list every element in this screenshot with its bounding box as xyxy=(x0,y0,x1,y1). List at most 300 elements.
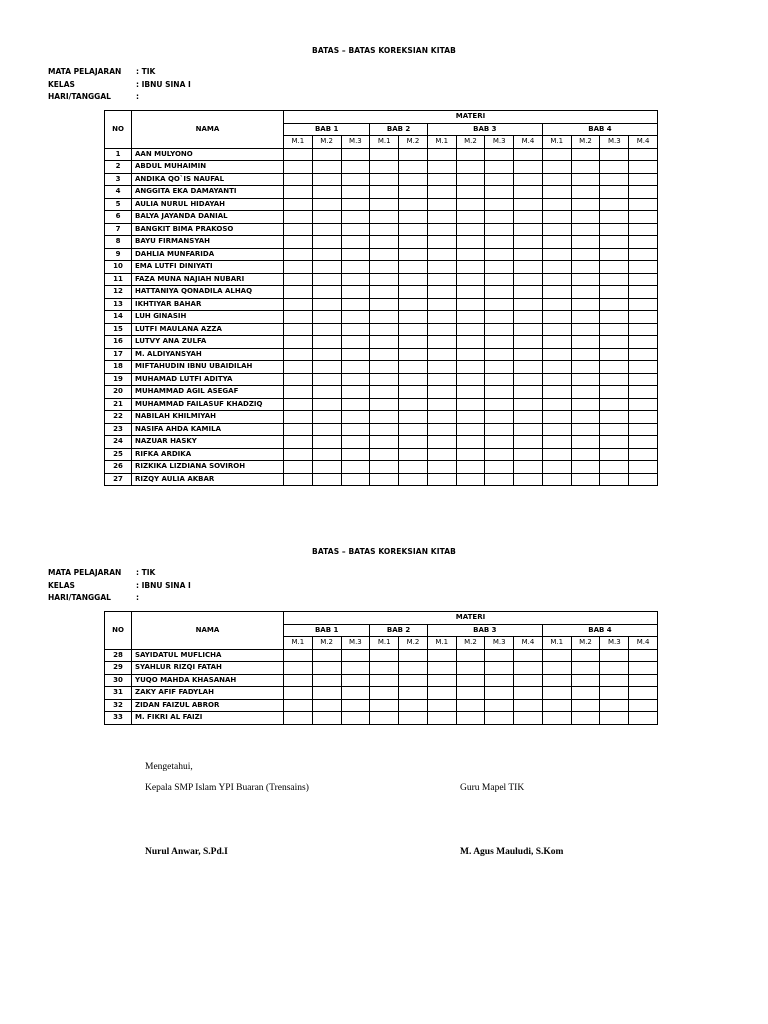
table-row xyxy=(105,461,658,474)
mark-cell xyxy=(600,248,629,261)
mark-cell xyxy=(312,674,341,687)
mark-cell xyxy=(399,248,428,261)
mark-cell xyxy=(514,323,543,336)
teacher-title: Guru Mapel TIK xyxy=(460,783,525,793)
mark-cell xyxy=(485,398,514,411)
mark-cell xyxy=(600,674,629,687)
mark-cell xyxy=(456,223,485,236)
student-number: 8 xyxy=(105,236,132,249)
mark-cell xyxy=(341,161,370,174)
mark-cell xyxy=(399,361,428,374)
header-materi-item: M.1 xyxy=(542,136,571,149)
mark-cell xyxy=(600,411,629,424)
subject-label: MATA PELAJARAN xyxy=(48,568,122,577)
mark-cell xyxy=(427,186,456,199)
student-name: ZIDAN FAIZUL ABROR xyxy=(132,699,284,712)
student-number: 17 xyxy=(105,348,132,361)
mark-cell xyxy=(456,674,485,687)
student-number: 11 xyxy=(105,273,132,286)
mark-cell xyxy=(312,687,341,700)
mark-cell xyxy=(427,336,456,349)
mark-cell xyxy=(284,436,313,449)
mark-cell xyxy=(399,662,428,675)
mark-cell xyxy=(427,273,456,286)
mark-cell xyxy=(312,273,341,286)
mark-cell xyxy=(456,461,485,474)
mark-cell xyxy=(312,336,341,349)
header-materi-item: M.4 xyxy=(514,637,543,650)
mark-cell xyxy=(571,298,600,311)
mark-cell xyxy=(427,173,456,186)
mark-cell xyxy=(399,461,428,474)
mark-cell xyxy=(629,348,658,361)
mark-cell xyxy=(370,398,399,411)
date-value: : xyxy=(136,593,139,602)
mark-cell xyxy=(542,311,571,324)
mark-cell xyxy=(629,436,658,449)
table-row xyxy=(105,712,658,725)
mark-cell xyxy=(284,261,313,274)
header-materi-item: M.2 xyxy=(399,637,428,650)
mark-cell xyxy=(312,436,341,449)
mark-cell xyxy=(284,336,313,349)
mark-cell xyxy=(571,223,600,236)
mark-cell xyxy=(427,311,456,324)
mark-cell xyxy=(284,674,313,687)
header-materi-item: M.2 xyxy=(456,637,485,650)
mark-cell xyxy=(312,411,341,424)
mark-cell xyxy=(456,473,485,486)
mark-cell xyxy=(456,311,485,324)
class-label: KELAS xyxy=(48,79,75,89)
mark-cell xyxy=(514,473,543,486)
mark-cell xyxy=(399,423,428,436)
student-number: 27 xyxy=(105,473,132,486)
mark-cell xyxy=(284,461,313,474)
mark-cell xyxy=(485,699,514,712)
table-row xyxy=(105,186,658,199)
student-number: 4 xyxy=(105,186,132,199)
mark-cell xyxy=(312,386,341,399)
table-row xyxy=(105,361,658,374)
mark-cell xyxy=(312,361,341,374)
mark-cell xyxy=(542,411,571,424)
mark-cell xyxy=(514,436,543,449)
mark-cell xyxy=(514,148,543,161)
mark-cell xyxy=(542,461,571,474)
mark-cell xyxy=(370,273,399,286)
mark-cell xyxy=(600,687,629,700)
mark-cell xyxy=(341,423,370,436)
mark-cell xyxy=(514,273,543,286)
mark-cell xyxy=(600,348,629,361)
mark-cell xyxy=(427,699,456,712)
mark-cell xyxy=(456,186,485,199)
mark-cell xyxy=(600,699,629,712)
mark-cell xyxy=(629,286,658,299)
mark-cell xyxy=(485,286,514,299)
mark-cell xyxy=(571,436,600,449)
mark-cell xyxy=(456,211,485,224)
mark-cell xyxy=(284,411,313,424)
header-materi-item: M.2 xyxy=(312,136,341,149)
header-materi: MATERI xyxy=(284,111,658,124)
mark-cell xyxy=(427,398,456,411)
mark-cell xyxy=(542,186,571,199)
mark-cell xyxy=(312,712,341,725)
mark-cell xyxy=(284,298,313,311)
mark-cell xyxy=(571,373,600,386)
mark-cell xyxy=(629,398,658,411)
mark-cell xyxy=(485,662,514,675)
mark-cell xyxy=(514,161,543,174)
student-name: M. FIKRI AL FAIZI xyxy=(132,712,284,725)
table-row xyxy=(105,311,658,324)
mark-cell xyxy=(485,211,514,224)
student-number: 3 xyxy=(105,173,132,186)
mark-cell xyxy=(485,236,514,249)
mark-cell xyxy=(427,348,456,361)
mark-cell xyxy=(427,286,456,299)
header-bab: BAB 2 xyxy=(370,123,428,136)
mark-cell xyxy=(542,473,571,486)
mark-cell xyxy=(370,649,399,662)
mark-cell xyxy=(600,173,629,186)
table-row xyxy=(105,173,658,186)
student-name: EMA LUTFI DINIYATI xyxy=(132,261,284,274)
mark-cell xyxy=(542,161,571,174)
mark-cell xyxy=(399,674,428,687)
mark-cell xyxy=(312,236,341,249)
mark-cell xyxy=(571,273,600,286)
header-row xyxy=(105,612,658,625)
mark-cell xyxy=(456,286,485,299)
mark-cell xyxy=(629,236,658,249)
mark-cell xyxy=(485,261,514,274)
mark-cell xyxy=(571,336,600,349)
header-no: NO xyxy=(105,111,132,149)
mark-cell xyxy=(485,649,514,662)
student-name: NAZUAR HASKY xyxy=(132,436,284,449)
mark-cell xyxy=(514,411,543,424)
mark-cell xyxy=(514,712,543,725)
student-name: DAHLIA MUNFARIDA xyxy=(132,248,284,261)
mark-cell xyxy=(284,236,313,249)
mark-cell xyxy=(284,687,313,700)
header-materi-item: M.2 xyxy=(399,136,428,149)
mark-cell xyxy=(542,298,571,311)
mark-cell xyxy=(312,211,341,224)
mark-cell xyxy=(629,649,658,662)
table-row xyxy=(105,662,658,675)
student-number: 26 xyxy=(105,461,132,474)
class-value: : IBNU SINA I xyxy=(136,580,191,590)
mark-cell xyxy=(370,361,399,374)
mark-cell xyxy=(341,674,370,687)
mark-cell xyxy=(571,411,600,424)
mark-cell xyxy=(284,248,313,261)
mark-cell xyxy=(456,336,485,349)
header-materi-item: M.3 xyxy=(485,637,514,650)
mark-cell xyxy=(399,323,428,336)
mark-cell xyxy=(514,198,543,211)
mark-cell xyxy=(399,398,428,411)
mark-cell xyxy=(427,662,456,675)
table-row xyxy=(105,674,658,687)
table-row xyxy=(105,161,658,174)
mark-cell xyxy=(399,286,428,299)
mark-cell xyxy=(399,336,428,349)
mark-cell xyxy=(312,461,341,474)
mark-cell xyxy=(427,687,456,700)
mark-cell xyxy=(370,161,399,174)
mark-cell xyxy=(485,436,514,449)
mark-cell xyxy=(427,674,456,687)
header-materi-item: M.3 xyxy=(600,637,629,650)
mark-cell xyxy=(399,186,428,199)
mark-cell xyxy=(370,173,399,186)
mark-cell xyxy=(341,699,370,712)
mark-cell xyxy=(542,286,571,299)
header-materi-item: M.2 xyxy=(456,136,485,149)
mark-cell xyxy=(370,323,399,336)
page-title: BATAS – BATAS KOREKSIAN KITAB xyxy=(312,547,456,556)
mark-cell xyxy=(312,662,341,675)
header-materi-item: M.2 xyxy=(571,136,600,149)
table-row xyxy=(105,411,658,424)
header-materi-item: M.4 xyxy=(629,637,658,650)
mark-cell xyxy=(542,236,571,249)
mark-cell xyxy=(312,298,341,311)
mark-cell xyxy=(542,248,571,261)
student-number: 29 xyxy=(105,662,132,675)
mark-cell xyxy=(542,148,571,161)
mark-cell xyxy=(571,348,600,361)
mark-cell xyxy=(341,186,370,199)
mark-cell xyxy=(284,649,313,662)
mark-cell xyxy=(629,336,658,349)
mark-cell xyxy=(341,148,370,161)
mark-cell xyxy=(370,348,399,361)
date-label: HARI/TANGGAL xyxy=(48,92,111,101)
student-name: BANGKIT BIMA PRAKOSO xyxy=(132,223,284,236)
mark-cell xyxy=(341,361,370,374)
student-number: 16 xyxy=(105,336,132,349)
header-nama: NAMA xyxy=(132,111,284,149)
mark-cell xyxy=(284,348,313,361)
mark-cell xyxy=(485,298,514,311)
class-value: : IBNU SINA I xyxy=(136,79,191,89)
subject-row xyxy=(48,66,191,79)
mark-cell xyxy=(571,649,600,662)
header-bab: BAB 2 xyxy=(370,624,428,637)
mark-cell xyxy=(571,448,600,461)
mark-cell xyxy=(456,361,485,374)
mark-cell xyxy=(485,674,514,687)
student-number: 18 xyxy=(105,361,132,374)
mark-cell xyxy=(600,186,629,199)
mark-cell xyxy=(370,223,399,236)
mark-cell xyxy=(571,148,600,161)
mark-cell xyxy=(485,448,514,461)
mark-cell xyxy=(370,148,399,161)
mark-cell xyxy=(427,211,456,224)
mark-cell xyxy=(312,148,341,161)
table-row xyxy=(105,649,658,662)
student-name: SYAHLUR RIZQI FATAH xyxy=(132,662,284,675)
mark-cell xyxy=(341,649,370,662)
date-row xyxy=(48,91,191,104)
mark-cell xyxy=(399,261,428,274)
mark-cell xyxy=(284,211,313,224)
mark-cell xyxy=(456,236,485,249)
mark-cell xyxy=(600,211,629,224)
student-name: FAZA MUNA NAJIAH NUBARI xyxy=(132,273,284,286)
subject-label: MATA PELAJARAN xyxy=(48,67,122,76)
mark-cell xyxy=(629,687,658,700)
mark-cell xyxy=(399,448,428,461)
mark-cell xyxy=(629,248,658,261)
mark-cell xyxy=(629,211,658,224)
mark-cell xyxy=(312,286,341,299)
student-number: 24 xyxy=(105,436,132,449)
mark-cell xyxy=(370,336,399,349)
mark-cell xyxy=(456,662,485,675)
mark-cell xyxy=(514,211,543,224)
mark-cell xyxy=(370,473,399,486)
mark-cell xyxy=(341,386,370,399)
mark-cell xyxy=(571,461,600,474)
mark-cell xyxy=(399,699,428,712)
table-row xyxy=(105,436,658,449)
mark-cell xyxy=(600,436,629,449)
correction-table xyxy=(104,110,658,486)
mark-cell xyxy=(341,248,370,261)
mark-cell xyxy=(514,699,543,712)
mark-cell xyxy=(456,148,485,161)
table-row xyxy=(105,211,658,224)
table-row xyxy=(105,323,658,336)
mark-cell xyxy=(600,161,629,174)
header-bab: BAB 4 xyxy=(542,123,657,136)
table-row xyxy=(105,473,658,486)
mark-cell xyxy=(341,461,370,474)
mark-cell xyxy=(399,712,428,725)
table-row xyxy=(105,261,658,274)
mark-cell xyxy=(485,273,514,286)
mark-cell xyxy=(341,411,370,424)
header-materi-item: M.4 xyxy=(629,136,658,149)
header-no: NO xyxy=(105,612,132,650)
student-name: ANGGITA EKA DAMAYANTI xyxy=(132,186,284,199)
mark-cell xyxy=(370,386,399,399)
mark-cell xyxy=(370,448,399,461)
mark-cell xyxy=(542,261,571,274)
mark-cell xyxy=(456,373,485,386)
mark-cell xyxy=(312,198,341,211)
mark-cell xyxy=(370,311,399,324)
mark-cell xyxy=(542,386,571,399)
mark-cell xyxy=(571,248,600,261)
mark-cell xyxy=(514,448,543,461)
mark-cell xyxy=(542,448,571,461)
student-number: 1 xyxy=(105,148,132,161)
mark-cell xyxy=(485,223,514,236)
student-name: YUQO MAHDA KHASANAH xyxy=(132,674,284,687)
mark-cell xyxy=(485,386,514,399)
mark-cell xyxy=(427,473,456,486)
mark-cell xyxy=(542,336,571,349)
mark-cell xyxy=(542,211,571,224)
mark-cell xyxy=(312,699,341,712)
mark-cell xyxy=(514,674,543,687)
mark-cell xyxy=(514,386,543,399)
mark-cell xyxy=(284,712,313,725)
mark-cell xyxy=(427,298,456,311)
mark-cell xyxy=(485,311,514,324)
mark-cell xyxy=(427,649,456,662)
header-materi-item: M.2 xyxy=(571,637,600,650)
student-name: RIFKA ARDIKA xyxy=(132,448,284,461)
mark-cell xyxy=(600,473,629,486)
header-materi-item: M.1 xyxy=(284,637,313,650)
mark-cell xyxy=(485,348,514,361)
mark-cell xyxy=(341,448,370,461)
mark-cell xyxy=(600,712,629,725)
header-nama: NAMA xyxy=(132,612,284,650)
student-number: 25 xyxy=(105,448,132,461)
date-row xyxy=(48,592,191,605)
mark-cell xyxy=(427,373,456,386)
mark-cell xyxy=(312,161,341,174)
mark-cell xyxy=(600,423,629,436)
mark-cell xyxy=(399,198,428,211)
date-label: HARI/TANGGAL xyxy=(48,593,111,602)
mark-cell xyxy=(312,311,341,324)
mark-cell xyxy=(370,298,399,311)
mark-cell xyxy=(312,323,341,336)
mark-cell xyxy=(571,173,600,186)
mark-cell xyxy=(370,461,399,474)
mark-cell xyxy=(284,286,313,299)
mark-cell xyxy=(571,662,600,675)
header-materi-item: M.1 xyxy=(542,637,571,650)
student-number: 14 xyxy=(105,311,132,324)
table-row xyxy=(105,248,658,261)
student-name: RIZQY AULIA AKBAR xyxy=(132,473,284,486)
mark-cell xyxy=(284,323,313,336)
mark-cell xyxy=(600,223,629,236)
mark-cell xyxy=(312,423,341,436)
acknowledged-text: Mengetahui, xyxy=(145,762,193,772)
student-number: 32 xyxy=(105,699,132,712)
mark-cell xyxy=(542,223,571,236)
student-name: MUHAMMAD AGIL ASEGAF xyxy=(132,386,284,399)
table-row xyxy=(105,298,658,311)
header-materi-item: M.1 xyxy=(427,637,456,650)
mark-cell xyxy=(514,361,543,374)
student-number: 7 xyxy=(105,223,132,236)
header-materi-item: M.3 xyxy=(341,637,370,650)
mark-cell xyxy=(629,298,658,311)
student-name: ZAKY AFIF FADYLAH xyxy=(132,687,284,700)
student-number: 22 xyxy=(105,411,132,424)
mark-cell xyxy=(600,311,629,324)
mark-cell xyxy=(399,373,428,386)
mark-cell xyxy=(312,398,341,411)
mark-cell xyxy=(399,298,428,311)
table-row xyxy=(105,687,658,700)
